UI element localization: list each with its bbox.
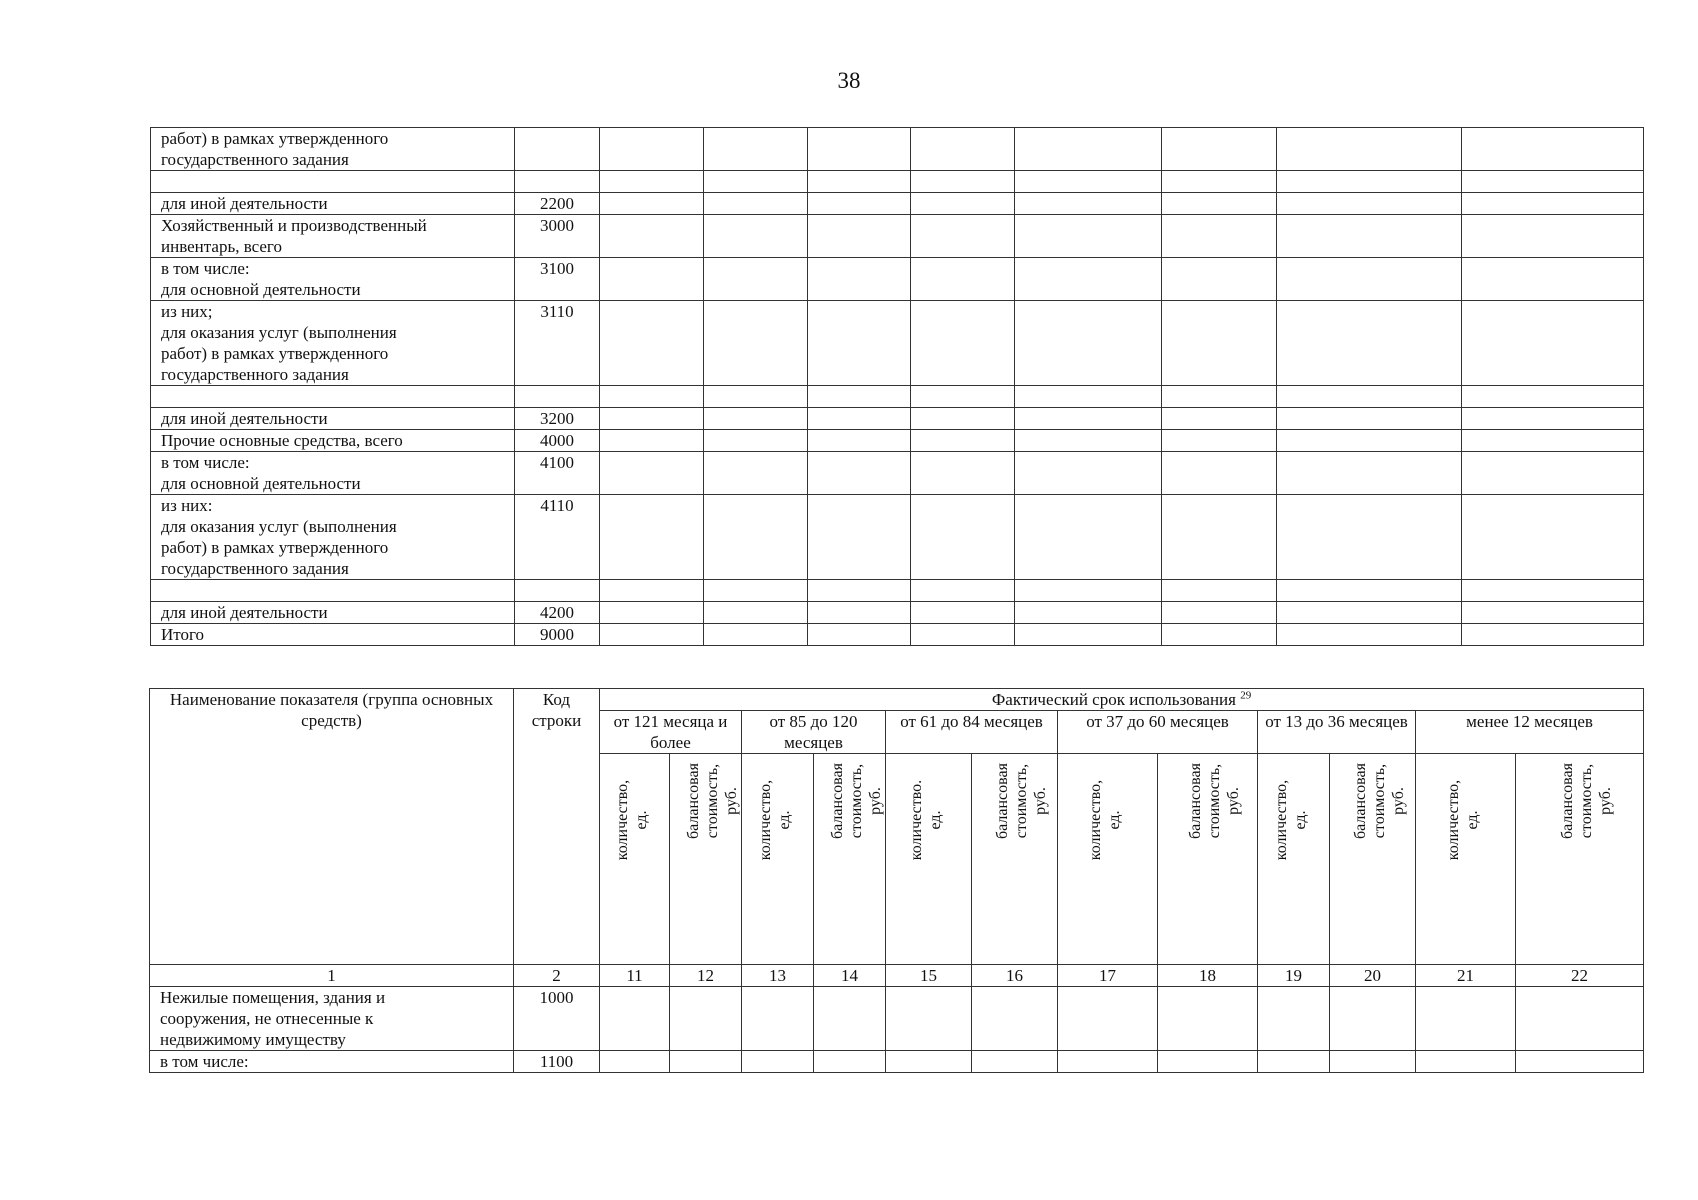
value-cell — [1015, 215, 1162, 258]
value-cell — [1462, 386, 1644, 408]
value-cell — [1462, 171, 1644, 193]
header-indicator-name: Наименование показателя (группа основных средств) — [150, 689, 514, 965]
value-cell — [600, 495, 704, 580]
table-row — [151, 301, 1644, 386]
indicator-name-cell — [151, 495, 515, 580]
indicator-name-line: сооружения, не отнесенные к — [160, 1009, 374, 1028]
value-cell — [1462, 128, 1644, 171]
value-cell — [1015, 128, 1162, 171]
header-subcolumn — [1416, 754, 1516, 965]
value-cell — [808, 452, 911, 495]
value-cell — [1277, 408, 1462, 430]
value-cell — [1416, 1051, 1516, 1073]
value-cell — [704, 128, 808, 171]
row-code-cell — [515, 386, 600, 408]
indicator-name-line: для иной деятельности — [161, 603, 328, 622]
value-cell — [704, 171, 808, 193]
footnote-marker: 29 — [1240, 689, 1252, 702]
header-subcolumn — [886, 754, 972, 965]
value-cell — [1162, 452, 1277, 495]
header-subcolumn — [1158, 754, 1258, 965]
table-row — [150, 1051, 1644, 1073]
value-cell — [808, 495, 911, 580]
fixed-assets-table-continued — [150, 127, 1644, 646]
value-cell — [670, 987, 742, 1051]
value-cell — [1462, 430, 1644, 452]
value-cell — [1277, 430, 1462, 452]
value-cell — [1015, 301, 1162, 386]
indicator-name-line: работ) в рамках утвержденного — [161, 344, 389, 363]
usage-period-table — [149, 688, 1644, 1073]
value-cell — [1162, 580, 1277, 602]
value-cell — [911, 430, 1015, 452]
value-cell — [1158, 1051, 1258, 1073]
value-cell — [704, 624, 808, 646]
header-subcolumn-label: балансовая стоимость, руб. — [684, 763, 740, 839]
value-cell — [1162, 215, 1277, 258]
column-number: 20 — [1330, 965, 1416, 987]
column-number: 19 — [1258, 965, 1330, 987]
row-code-cell: 2200 — [515, 193, 600, 215]
indicator-name-cell — [151, 258, 515, 301]
value-cell — [1162, 171, 1277, 193]
header-subcolumn-label: количество. ед. — [907, 779, 944, 861]
value-cell — [1277, 301, 1462, 386]
value-cell — [1277, 452, 1462, 495]
row-code-cell: 3200 — [515, 408, 600, 430]
value-cell — [1015, 580, 1162, 602]
table-row — [150, 987, 1644, 1051]
value-cell — [1015, 452, 1162, 495]
value-cell — [911, 495, 1015, 580]
indicator-name-line: в том числе: — [161, 259, 250, 278]
value-cell — [1277, 624, 1462, 646]
header-period: от 121 месяца и более — [600, 711, 742, 754]
value-cell — [704, 386, 808, 408]
value-cell — [1162, 408, 1277, 430]
value-cell — [1277, 171, 1462, 193]
header-subcolumn-label: балансовая стоимость, руб. — [1186, 763, 1242, 839]
indicator-name-cell — [151, 624, 515, 646]
value-cell — [911, 193, 1015, 215]
value-cell — [911, 408, 1015, 430]
indicator-name-line: в том числе: — [160, 1052, 249, 1071]
value-cell — [704, 408, 808, 430]
value-cell — [1277, 386, 1462, 408]
indicator-name-line: недвижимому имуществу — [160, 1030, 346, 1049]
value-cell — [600, 301, 704, 386]
value-cell — [808, 408, 911, 430]
value-cell — [1015, 408, 1162, 430]
value-cell — [1462, 193, 1644, 215]
value-cell — [1015, 624, 1162, 646]
column-number: 2 — [514, 965, 600, 987]
header-subcolumn — [600, 754, 670, 965]
column-number: 12 — [670, 965, 742, 987]
header-subcolumn-label: количество, ед. — [613, 779, 650, 861]
value-cell — [1162, 128, 1277, 171]
value-cell — [670, 1051, 742, 1073]
value-cell — [704, 580, 808, 602]
indicator-name-cell — [151, 171, 515, 193]
column-number: 16 — [972, 965, 1058, 987]
header-subcolumn-label: балансовая стоимость, руб. — [1351, 763, 1407, 839]
table-row — [151, 580, 1644, 602]
indicator-name-line: государственного задания — [161, 150, 349, 169]
value-cell — [600, 602, 704, 624]
indicator-name-line: для основной деятельности — [161, 280, 361, 299]
column-number: 13 — [742, 965, 814, 987]
value-cell — [1162, 258, 1277, 301]
header-subcolumn — [1058, 754, 1158, 965]
indicator-name-cell — [151, 452, 515, 495]
value-cell — [1158, 987, 1258, 1051]
value-cell — [1162, 495, 1277, 580]
value-cell — [1462, 452, 1644, 495]
value-cell — [1015, 258, 1162, 301]
row-code-cell — [515, 580, 600, 602]
indicator-name-line: Итого — [161, 625, 205, 644]
header-subcolumn — [1258, 754, 1330, 965]
indicator-name-cell — [151, 301, 515, 386]
value-cell — [704, 430, 808, 452]
indicator-name-line: работ) в рамках утвержденного — [161, 129, 389, 148]
value-cell — [1277, 215, 1462, 258]
value-cell — [1162, 386, 1277, 408]
value-cell — [1462, 258, 1644, 301]
value-cell — [1462, 624, 1644, 646]
value-cell — [600, 624, 704, 646]
value-cell — [1462, 408, 1644, 430]
value-cell — [808, 215, 911, 258]
value-cell — [911, 386, 1015, 408]
value-cell — [600, 386, 704, 408]
value-cell — [1015, 193, 1162, 215]
value-cell — [704, 495, 808, 580]
table-row — [151, 452, 1644, 495]
value-cell — [1462, 215, 1644, 258]
page-number: 38 — [837, 68, 861, 93]
indicator-name-cell — [151, 386, 515, 408]
header-subcolumn — [1330, 754, 1416, 965]
value-cell — [1162, 301, 1277, 386]
header-subcolumn-label: количество, ед. — [1086, 779, 1123, 861]
value-cell — [886, 1051, 972, 1073]
value-cell — [808, 193, 911, 215]
value-cell — [600, 258, 704, 301]
indicator-name-line: государственного задания — [161, 559, 349, 578]
value-cell — [972, 1051, 1058, 1073]
value-cell — [1058, 1051, 1158, 1073]
value-cell — [1462, 580, 1644, 602]
header-subcolumn — [670, 754, 742, 965]
value-cell — [808, 430, 911, 452]
column-number: 22 — [1516, 965, 1644, 987]
column-number: 18 — [1158, 965, 1258, 987]
row-code-cell: 3100 — [515, 258, 600, 301]
value-cell — [1330, 1051, 1416, 1073]
indicator-name-line: Хозяйственный и производственный — [161, 216, 427, 235]
table-row — [151, 128, 1644, 171]
indicator-name-line: инвентарь, всего — [161, 237, 282, 256]
value-cell — [1015, 495, 1162, 580]
indicator-name-line: государственного задания — [161, 365, 349, 384]
value-cell — [1162, 193, 1277, 215]
table-row — [151, 408, 1644, 430]
header-subcolumn — [972, 754, 1058, 965]
indicator-name-cell — [151, 430, 515, 452]
row-code-cell: 3110 — [515, 301, 600, 386]
header-row-code: Код строки — [514, 689, 600, 965]
column-number: 21 — [1416, 965, 1516, 987]
value-cell — [600, 408, 704, 430]
indicator-name-line: для оказания услуг (выполнения — [161, 323, 397, 342]
header-subcolumn — [1516, 754, 1644, 965]
indicator-name-line: из них: — [161, 496, 213, 515]
value-cell — [704, 258, 808, 301]
value-cell — [814, 1051, 886, 1073]
value-cell — [704, 301, 808, 386]
value-cell — [911, 452, 1015, 495]
value-cell — [808, 171, 911, 193]
value-cell — [1162, 430, 1277, 452]
table-row — [151, 215, 1644, 258]
value-cell — [911, 215, 1015, 258]
value-cell — [600, 215, 704, 258]
value-cell — [1162, 624, 1277, 646]
value-cell — [600, 128, 704, 171]
value-cell — [1162, 602, 1277, 624]
indicator-name-line: Прочие основные средства, всего — [161, 431, 403, 450]
header-period: менее 12 месяцев — [1416, 711, 1644, 754]
value-cell — [911, 171, 1015, 193]
indicator-name-cell — [150, 1051, 514, 1073]
value-cell — [600, 452, 704, 495]
table-row — [151, 624, 1644, 646]
header-subcolumn — [814, 754, 886, 965]
row-code-cell — [515, 128, 600, 171]
value-cell — [600, 171, 704, 193]
value-cell — [704, 215, 808, 258]
value-cell — [600, 193, 704, 215]
row-code-cell: 4200 — [515, 602, 600, 624]
column-number: 17 — [1058, 965, 1158, 987]
value-cell — [911, 301, 1015, 386]
value-cell — [1277, 602, 1462, 624]
indicator-name-line — [161, 386, 504, 407]
value-cell — [1462, 495, 1644, 580]
value-cell — [704, 193, 808, 215]
column-number: 1 — [150, 965, 514, 987]
value-cell — [1015, 386, 1162, 408]
value-cell — [704, 602, 808, 624]
value-cell — [600, 987, 670, 1051]
header-subcolumn-label: балансовая стоимость, руб. — [828, 763, 884, 839]
row-code-cell: 3000 — [515, 215, 600, 258]
table-row — [151, 193, 1644, 215]
indicator-name-line: для иной деятельности — [161, 409, 328, 428]
value-cell — [600, 1051, 670, 1073]
value-cell — [808, 386, 911, 408]
table-row — [151, 258, 1644, 301]
row-code-cell: 4110 — [515, 495, 600, 580]
value-cell — [1277, 193, 1462, 215]
indicator-name-cell — [151, 128, 515, 171]
row-code-cell: 1000 — [514, 987, 600, 1051]
value-cell — [1330, 987, 1416, 1051]
value-cell — [1516, 987, 1644, 1051]
value-cell — [808, 258, 911, 301]
indicator-name-cell — [151, 215, 515, 258]
row-code-cell: 1100 — [514, 1051, 600, 1073]
header-subcolumn-label: балансовая стоимость, руб. — [993, 763, 1049, 839]
row-code-cell: 9000 — [515, 624, 600, 646]
column-number: 11 — [600, 965, 670, 987]
value-cell — [1058, 987, 1158, 1051]
header-period: от 13 до 36 месяцев — [1258, 711, 1416, 754]
indicator-name-line: для иной деятельности — [161, 194, 328, 213]
value-cell — [742, 1051, 814, 1073]
value-cell — [972, 987, 1058, 1051]
indicator-name-cell — [151, 580, 515, 602]
indicator-name-cell — [151, 408, 515, 430]
value-cell — [814, 987, 886, 1051]
row-code-cell — [515, 171, 600, 193]
value-cell — [1277, 258, 1462, 301]
indicator-name-line: Нежилые помещения, здания и — [160, 988, 386, 1007]
value-cell — [1516, 1051, 1644, 1073]
indicator-name-line: для оказания услуг (выполнения — [161, 517, 397, 536]
table-row — [151, 386, 1644, 408]
header-actual-usage-period: Фактический срок использования $^{29}$ — [600, 689, 1644, 711]
value-cell — [886, 987, 972, 1051]
indicator-name-line: из них; — [161, 302, 213, 321]
value-cell — [911, 624, 1015, 646]
row-code-cell: 4100 — [515, 452, 600, 495]
indicator-name-line: работ) в рамках утвержденного — [161, 538, 389, 557]
column-number: 15 — [886, 965, 972, 987]
value-cell — [911, 258, 1015, 301]
value-cell — [1277, 580, 1462, 602]
indicator-name-cell — [150, 987, 514, 1051]
value-cell — [1416, 987, 1516, 1051]
header-subcolumn-label: балансовая стоимость, руб. — [1558, 763, 1614, 839]
indicator-name-line: в том числе: — [161, 453, 250, 472]
table-row — [151, 495, 1644, 580]
value-cell — [1277, 495, 1462, 580]
header-subcolumn-label: количество, ед. — [1272, 779, 1309, 861]
value-cell — [600, 430, 704, 452]
value-cell — [1015, 602, 1162, 624]
value-cell — [1015, 430, 1162, 452]
header-subcolumn-label: количество, ед. — [1444, 779, 1481, 861]
value-cell — [808, 301, 911, 386]
value-cell — [704, 452, 808, 495]
indicator-name-line: для основной деятельности — [161, 474, 361, 493]
value-cell — [1277, 128, 1462, 171]
value-cell — [808, 602, 911, 624]
header-period: от 61 до 84 месяцев — [886, 711, 1058, 754]
value-cell — [600, 580, 704, 602]
value-cell — [808, 128, 911, 171]
header-subcolumn-label: количество, ед. — [756, 779, 793, 861]
indicator-name-cell — [151, 193, 515, 215]
header-period: от 85 до 120 месяцев — [742, 711, 886, 754]
value-cell — [1258, 1051, 1330, 1073]
indicator-name-line — [161, 171, 504, 192]
value-cell — [808, 580, 911, 602]
column-number: 14 — [814, 965, 886, 987]
value-cell — [1462, 301, 1644, 386]
value-cell — [742, 987, 814, 1051]
value-cell — [911, 580, 1015, 602]
value-cell — [808, 624, 911, 646]
indicator-name-cell — [151, 602, 515, 624]
header-subcolumn — [742, 754, 814, 965]
value-cell — [911, 602, 1015, 624]
value-cell — [1258, 987, 1330, 1051]
table-row — [151, 171, 1644, 193]
value-cell — [1015, 171, 1162, 193]
value-cell — [911, 128, 1015, 171]
row-code-cell: 4000 — [515, 430, 600, 452]
table-row — [151, 430, 1644, 452]
value-cell — [1462, 602, 1644, 624]
indicator-name-line — [161, 580, 504, 601]
header-period: от 37 до 60 месяцев — [1058, 711, 1258, 754]
table-row — [151, 602, 1644, 624]
